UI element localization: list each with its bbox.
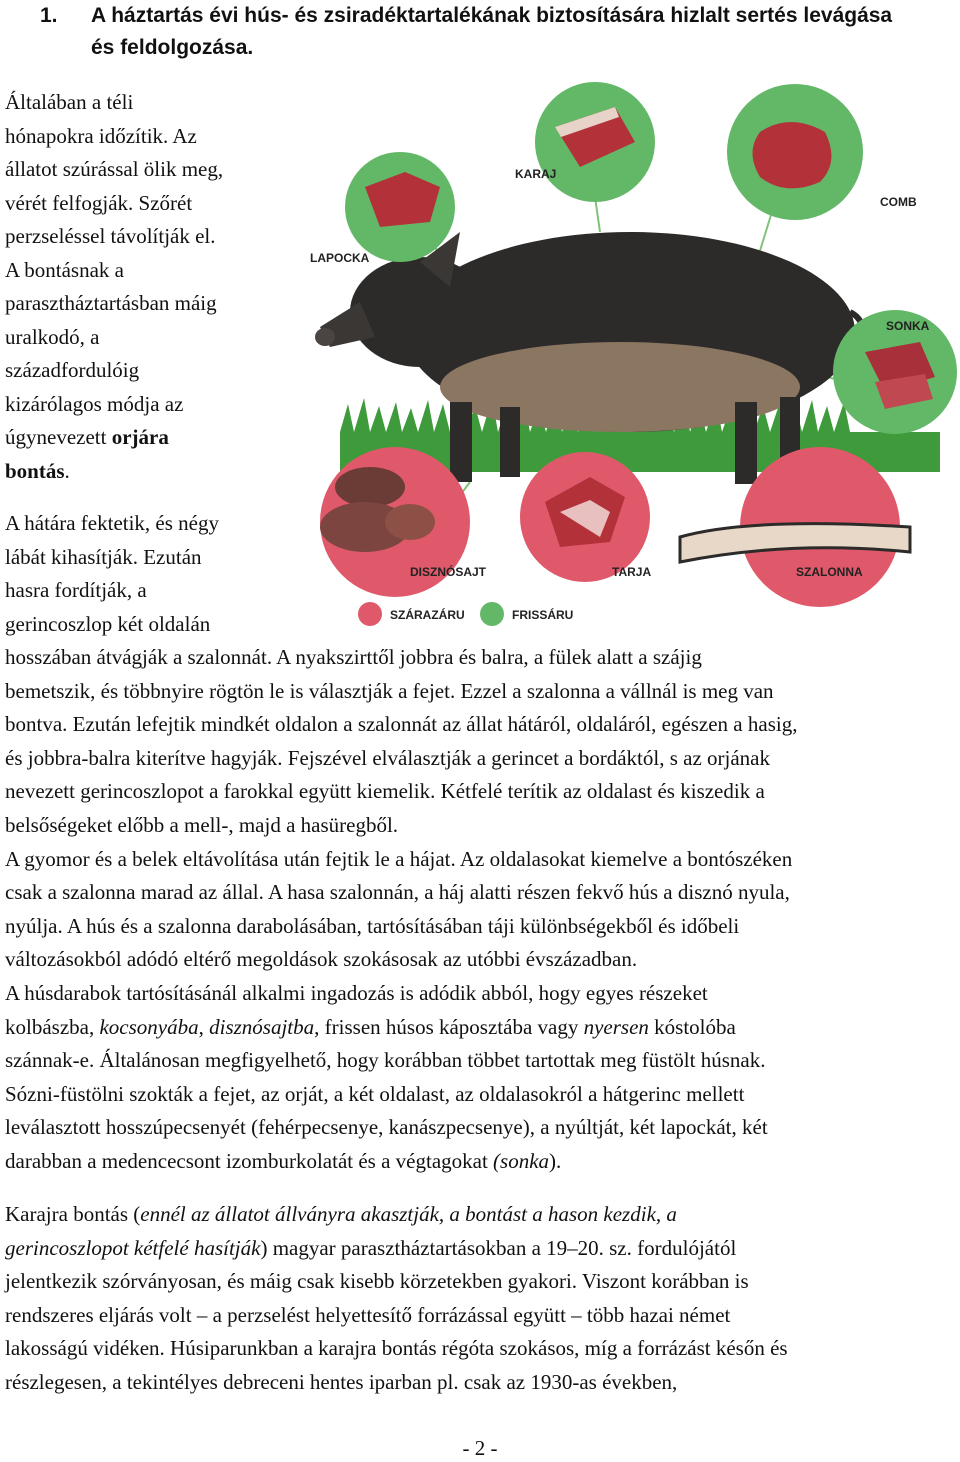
pig-cuts-illustration [300, 82, 960, 630]
body-line: leválasztott hosszúpecsenyét (fehérpecsenye, kanászpecsenye), a nyúltját, két lapockát, két [5, 1115, 768, 1140]
body-line: változásokból adódó eltérő megoldások szokásosak az utóbbi évszázadban. [5, 947, 638, 972]
heading-number: 1. [40, 4, 58, 27]
body-line: lakosságú vidéken. Húsiparunkban a karajra bontás régóta szokásos, míg a forrázást későn és [5, 1336, 788, 1361]
body-line: Sózni-füstölni szokták a fejet, az orját, a két oldalast, az oldalasokról a hátgerinc mellett [5, 1081, 745, 1106]
intro-line: úgynevezett orjára [5, 425, 169, 449]
body-line: hosszában átvágják a szalonnát. A nyakszirttől jobbra és balra, a fülek alatt a szájig [5, 645, 702, 669]
label-comb: COMB [880, 195, 917, 209]
body-line: belsőségeket előbb a mell-, majd a hasüregből. [5, 812, 399, 837]
intro-line: bontás. [5, 458, 70, 483]
para-line: hasra fordítják, a [5, 578, 147, 602]
body-line: gerincoszlopot kétfelé hasítják) magyar parasztháztartásokban a 19–20. sz. fordulójától [5, 1235, 737, 1260]
label-lapocka: LAPOCKA [310, 251, 370, 265]
cut-circle-lapocka [345, 152, 455, 262]
body-line: A gyomor és a belek eltávolítása után fejtik le a hájat. Az oldalasokat kiemelve a bontószéken [5, 846, 793, 871]
body-line: szánnak-e. Általánosan megfigyelhető, hogy korábban többet tartottak meg füstölt húsnak. [5, 1048, 766, 1073]
legend-fresh-swatch [480, 602, 504, 626]
intro-line: perzseléssel távolítják el. [5, 224, 216, 248]
body-line-italic: darabban a medencecsont izomburkolatát és a végtagokat (sonka). [5, 1148, 562, 1173]
para-line: A hátára fektetik, és négy [5, 511, 219, 535]
label-tarja: TARJA [612, 565, 652, 579]
body-line: jelentkezik szórványosan, és máig csak kisebb körzetekben gyakori. Viszont korábban is [5, 1269, 749, 1294]
main-body [5, 641, 955, 1179]
cut-circle-karaj [535, 82, 655, 202]
label-disznosajt: DISZNÓSAJT [410, 565, 487, 579]
body-line: bontva. Ezután lefejtik mindkét oldalon a szalonnát az állat hátáról, oldaláról, egészen a hasig, [5, 712, 798, 737]
legend-dry-label: SZÁRAZÁRU [390, 608, 465, 622]
body-line: nyúlja. A hús és a szalonna darabolásában, tartósításában táji különbségekből és időbeli [5, 913, 740, 938]
intro-line: A bontásnak a [5, 257, 124, 282]
intro-line: vérét felfogják. Szőrét [5, 190, 193, 215]
para-line: gerincoszlop két oldalán [5, 611, 211, 636]
intro-line: kizárólagos módja az [5, 391, 184, 416]
intro-line: Általában a téli [5, 90, 134, 114]
label-sonka: SONKA [886, 319, 930, 333]
heading-line-2: és feldolgozása. [91, 36, 254, 59]
intro-line: parasztháztartásban máig [5, 291, 217, 315]
body-line: nevezett gerincoszlopot a farokkal együtt kiemelik. Kétfelé terítik az oldalast és kiszedik a [5, 779, 765, 804]
legend-fresh-label: FRISSÁRU [512, 608, 574, 622]
intro-line: századfordulóig [5, 358, 140, 382]
body-line: bemetszik, és többnyire rögtön le is választják a fejet. Ezzel a szalonna a vállnál is meg van [5, 678, 774, 703]
body-line: Karajra bontás (ennél az állatot állványra akasztják, a bontást a hason kezdik, a [5, 1202, 677, 1226]
intro-paragraph [5, 86, 305, 488]
body-line: csak a szalonna marad az állal. A hasa szalonnán, a háj alatti részen fekvő hús a disznó nyula, [5, 880, 790, 905]
page-number: - 2 - [462, 1436, 498, 1460]
label-karaj: KARAJ [515, 167, 557, 181]
body-line: részlegesen, a tekintélyes debreceni hentes iparban pl. csak az 1930-as években, [5, 1369, 678, 1394]
cut-circle-tarja [520, 452, 650, 582]
body-line: és jobbra-balra kiterítve hagyják. Fejszével elválasztják a gerincet a bordáktól, s az orjának [5, 745, 771, 770]
body-line: A húsdarabok tartósításánál alkalmi ingadozás is adódik abból, hogy egyes részeket [5, 980, 708, 1005]
intro-line: uralkodó, a [5, 324, 100, 349]
label-szalonna: SZALONNA [796, 565, 863, 579]
cut-circle-comb [727, 84, 863, 220]
second-paragraph [5, 507, 305, 641]
body-line-italic: kolbászba, kocsonyába, disznósajtba, frissen húsos káposztába vagy nyersen kóstolóba [5, 1014, 736, 1039]
para-line: lábát kihasítják. Ezután [5, 544, 202, 569]
karajra-paragraph [5, 1198, 955, 1400]
body-line: rendszeres eljárás volt – a perzselést helyettesítő forrázással együtt – több hazai német [5, 1302, 731, 1327]
heading-line-1: A háztartás évi hús- és zsiradéktartalékának biztosítására hizlalt sertés levágása [91, 4, 893, 27]
intro-line: hónapokra időzítik. Az [5, 123, 197, 148]
intro-line: állatot szúrással ölik meg, [5, 157, 224, 181]
legend-dry-swatch [358, 602, 382, 626]
